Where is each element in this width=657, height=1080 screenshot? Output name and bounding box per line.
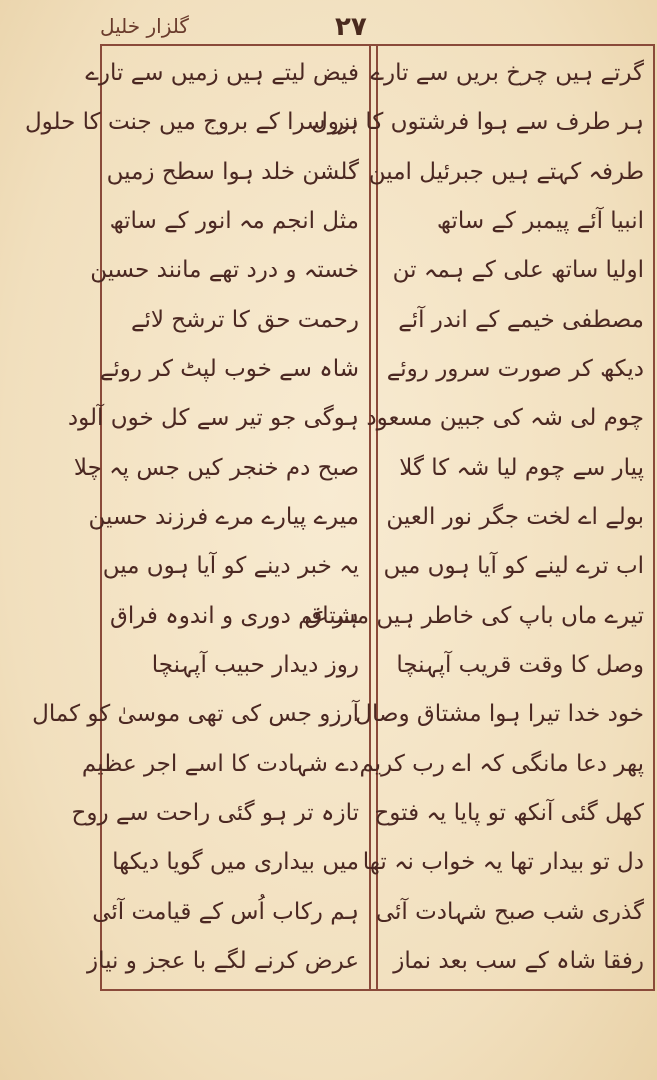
verse-line: رحمت حق کا ترشح لائے (130, 306, 359, 333)
verse-line: دل تو بیدار تھا یہ خواب نہ تھا (362, 849, 644, 876)
verse-line: گرتے ہیں چرخ بریں سے تارے (370, 60, 644, 86)
verse-line: صبح دم خنجر کیں جس پہ چلا (73, 454, 359, 481)
verse-line: خستہ و درد تھے مانند حسین (90, 257, 359, 284)
verse-line: گذری شب صبح شہادت آئی (375, 898, 644, 925)
verse-line: رفقا شاہ کے سب بعد نماز (393, 947, 644, 974)
verse-line: تازہ تر ہو گئی راحت سے روح (71, 799, 359, 826)
page-header-title: گلزار خلیل (100, 14, 189, 38)
verse-line: پھر دعا مانگی کہ اے رب کریم (359, 750, 644, 777)
verse-line: ہم رکاب اُس کے قیامت آئی (92, 898, 359, 925)
page-number: ۲۷ (335, 12, 367, 42)
verse-line: میں بیداری میں گویا دیکھا (112, 849, 359, 876)
verse-line: روز دیدار حبیب آپہنچا (151, 651, 359, 678)
verse-line: بولے اے لخت جگر نور العین (386, 503, 644, 530)
verse-line: گلشن خلد ہوا سطح زمیں (106, 158, 359, 185)
verse-line: انبیا آئے پیمبر کے ساتھ (436, 207, 644, 234)
verse-line: عرض کرنے لگے با عجز و نیاز (86, 947, 359, 974)
verse-line: پیار سے چوم لیا شہ کا گلا (399, 454, 644, 481)
verse-line: یہ خبر دینے کو آیا ہوں میں (102, 553, 359, 580)
verse-line: چوم لی شہ کی جبین مسعود (366, 405, 644, 432)
verse-line: تیرے ماں باپ کی خاطر ہیں مشتاق (304, 602, 644, 629)
verse-line: مثل انجم مہ انور کے ساتھ (109, 207, 359, 234)
right-verse-column (304, 52, 652, 982)
verse-line: طرفہ کہتے ہیں جبرئیل امین (368, 158, 644, 185)
verse-line: اب ترے لینے کو آیا ہوں میں (383, 553, 644, 580)
verse-line: میرے پیارے مرے فرزند حسین (88, 503, 359, 530)
verse-line: مصطفی خیمے کے اندر آئے (398, 306, 644, 333)
verse-line: کھل گئی آنکھ تو پایا یہ فتوح (374, 799, 644, 826)
verse-line: شاہ سے خوب لپٹ کر روئے (99, 355, 359, 382)
verse-line: ہر طرف سے ہوا فرشتوں کا نزول (311, 109, 644, 136)
verse-line: ہوگی جو تیر سے کل خوں آلود (67, 405, 359, 432)
verse-line: دیکھ کر صورت سرور روئے (386, 355, 644, 382)
verse-line: وصل کا وقت قریب آپہنچا (396, 651, 644, 678)
verse-line: اولیا ساتھ علی کے ہمہ تن (392, 257, 644, 284)
left-verse-column (24, 52, 367, 982)
verse-line: آرزو جس کی تھی موسیٰ کو کمال (32, 701, 359, 728)
verse-line: ہر غم دوری و اندوہ فراق (110, 602, 359, 629)
verse-line: ہر سرا کے بروج میں جنت کا حلول (24, 109, 359, 136)
verse-line: فیض لیتے ہیں زمیں سے تارے (85, 60, 359, 86)
verse-line: دے شہادت کا اسے اجر عظیم (81, 750, 359, 777)
verse-line: خود خدا تیرا ہوا مشتاق وصال (355, 701, 644, 728)
